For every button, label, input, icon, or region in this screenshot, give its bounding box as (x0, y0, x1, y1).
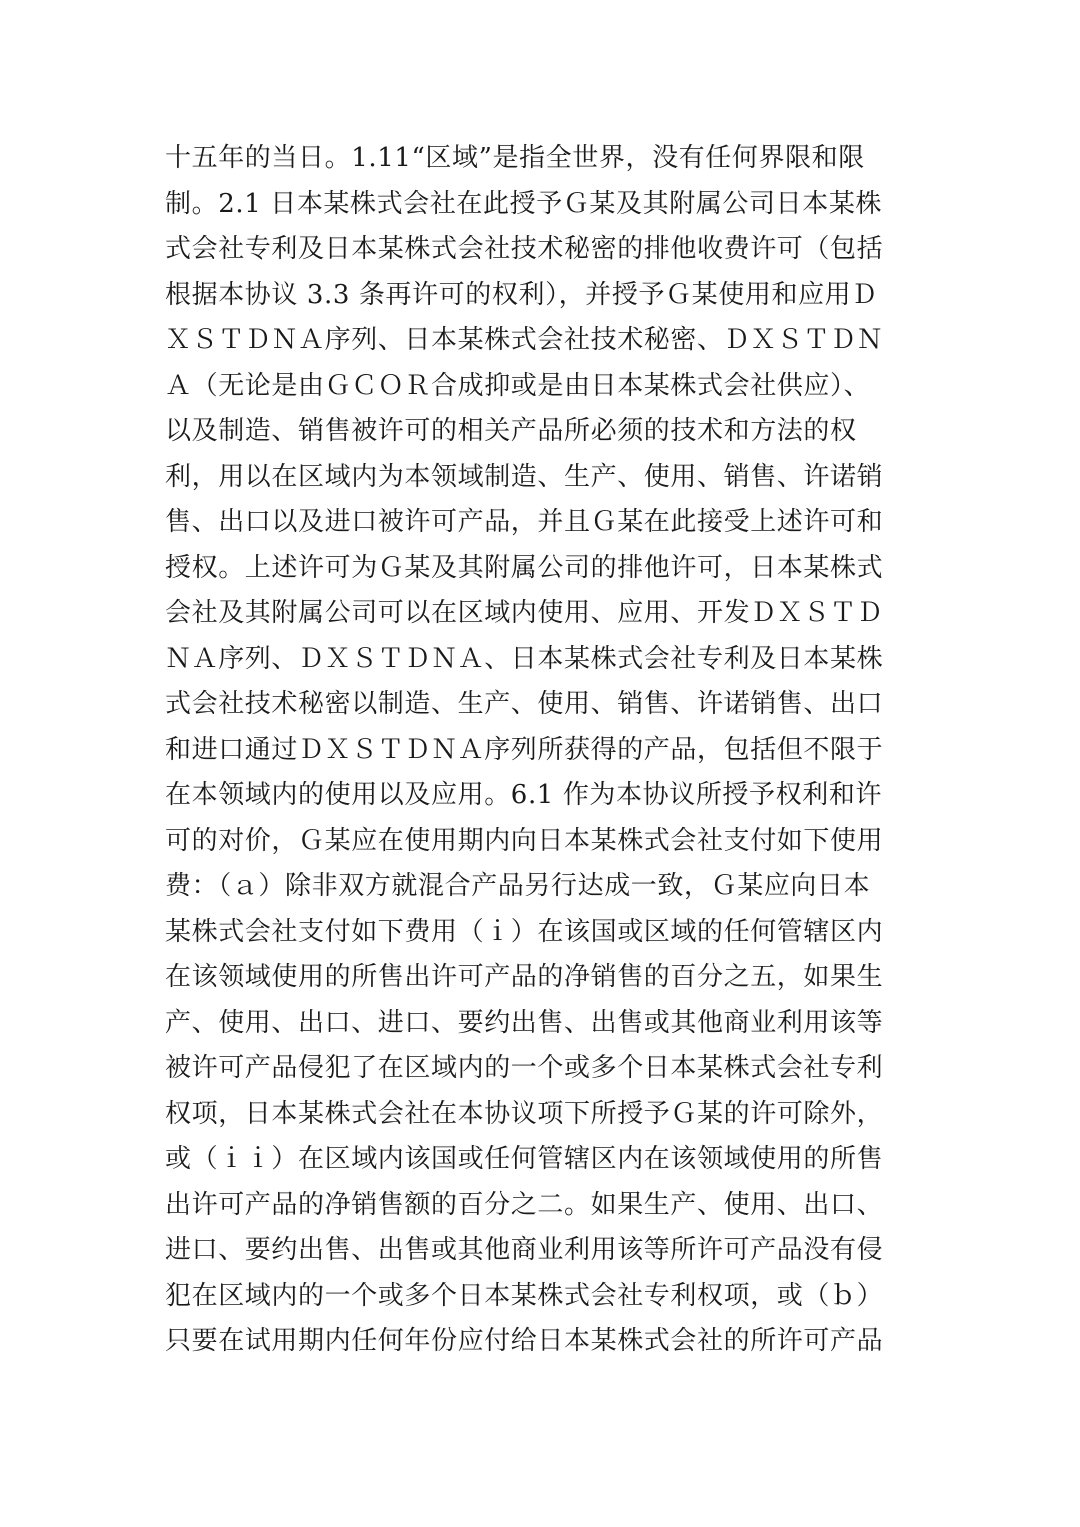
text-line: 只要在试用期内任何年份应付给日本某株式会社的所许可产品 (165, 1326, 884, 1356)
text-line: 进口、要约出售、出售或其他商业利用该等所许可产品没有侵 (165, 1235, 884, 1265)
text-line: ＸＳＴＤＮＡ序列、日本某株式会社技术秘密、ＤＸＳＴＤＮ (165, 325, 884, 355)
text-line: 可的对价，Ｇ某应在使用期内向日本某株式会社支付如下使用 (165, 825, 884, 856)
text-line: 在本领域内的使用以及应用。6.1 作为本协议所授予权利和许 (165, 780, 883, 810)
text-line: 会社及其附属公司可以在区域内使用、应用、开发ＤＸＳＴＤ (165, 598, 884, 628)
text-line: 出许可产品的净销售额的百分之二。如果生产、使用、出口、 (165, 1189, 884, 1220)
text-line: 授权。上述许可为Ｇ某及其附属公司的排他许可，日本某株式 (165, 552, 884, 583)
text-line: 费：（ａ）除非双方就混合产品另行达成一致，Ｇ某应向日本 (165, 871, 871, 901)
text-line: 十五年的当日。1.11“区域”是指全世界，没有任何界限和限 (165, 143, 865, 173)
text-line: 根据本协议 3.3 条再许可的权利），并授予Ｇ某使用和应用Ｄ (165, 279, 878, 310)
text-line: 以及制造、销售被许可的相关产品所必须的技术和方法的权 (165, 416, 857, 446)
text-line: 产、使用、出口、进口、要约出售、出售或其他商业利用该等 (165, 1007, 884, 1038)
text-line: 利，用以在区域内为本领域制造、生产、使用、销售、许诺销 (165, 461, 884, 492)
text-line: 犯在区域内的一个或多个日本某株式会社专利权项，或（ｂ） (165, 1280, 884, 1311)
text-line: 和进口通过ＤＸＳＴＤＮＡ序列所获得的产品，包括但不限于 (165, 734, 884, 765)
text-line: 制。2.1 日本某株式会社在此授予Ｇ某及其附属公司日本某株 (165, 188, 883, 219)
text-line: 某株式会社支付如下费用（ｉ）在该国或区域的任何管辖区内 (165, 916, 884, 947)
text-line: 式会社专利及日本某株式会社技术秘密的排他收费许可（包括 (165, 234, 884, 264)
text-line: 售、出口以及进口被许可产品，并且Ｇ某在此接受上述许可和 (165, 507, 884, 537)
text-line: 权项，日本某株式会社在本协议项下所授予Ｇ某的许可除外， (165, 1098, 884, 1129)
text-line: ＮＡ序列、ＤＸＳＴＤＮＡ、日本某株式会社专利及日本某株 (165, 643, 884, 674)
text-line: 被许可产品侵犯了在区域内的一个或多个日本某株式会社专利 (165, 1053, 884, 1083)
text-line: 在该领域使用的所售出许可产品的净销售的百分之五，如果生 (165, 962, 884, 992)
text-line: Ａ（无论是由ＧＣＯＲ合成抑或是由日本某株式会社供应）、 (165, 370, 871, 401)
text-line: 式会社技术秘密以制造、生产、使用、销售、许诺销售、出口 (165, 689, 884, 719)
text-line: 或（ｉｉ）在区域内该国或任何管辖区内在该领域使用的所售 (165, 1144, 884, 1174)
body-text (165, 136, 905, 1365)
